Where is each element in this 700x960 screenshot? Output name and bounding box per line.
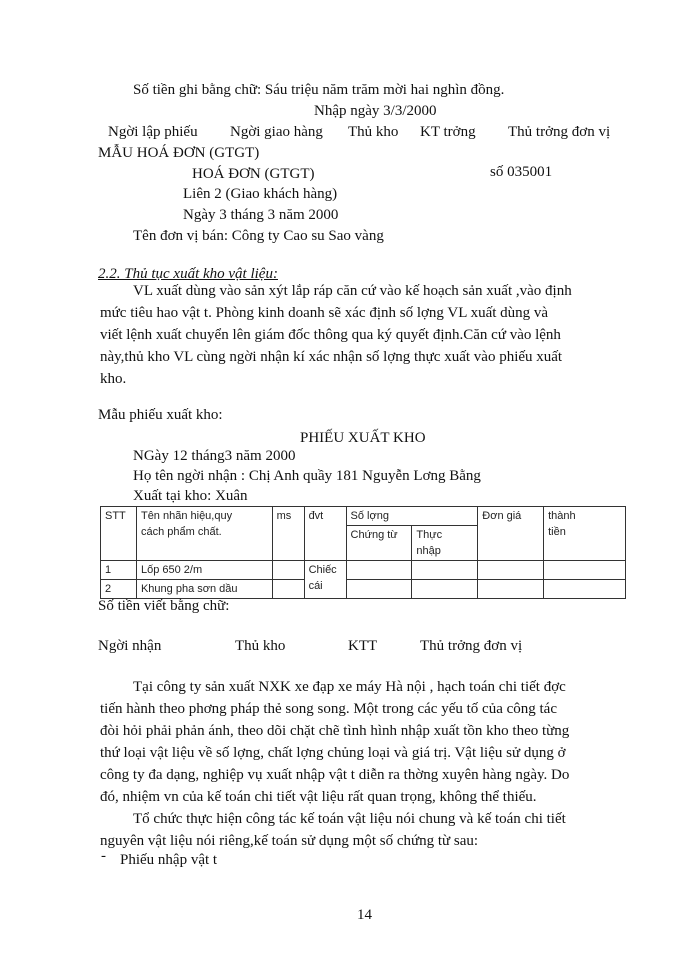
slip-title: PHIẾU XUẤT KHO: [300, 430, 426, 446]
invoice-date: Ngày 3 tháng 3 năm 2000: [183, 207, 339, 223]
row-qty-actual: [412, 561, 478, 580]
row-item-name: Khung pha sơn dầu: [136, 580, 272, 599]
invoice-number: số 035001: [490, 164, 553, 180]
paragraph-line: đòi hỏi phải phản ánh, theo dõi chặt chẽ tình hình nhập xuất tồn kho theo từng: [100, 723, 570, 739]
slip-receiver: Họ tên ngời nhận : Chị Anh quầy 181 Nguyễn Lơng Bằng: [133, 468, 481, 484]
paragraph-line: đó, nhiệm vn của kế toán chi tiết vật liệu rất quan trọng, không thể thiếu.: [100, 789, 537, 805]
header-ms: ms: [272, 507, 304, 561]
slip-signer-chief-accountant: KTT: [348, 638, 378, 654]
header-item-name-line2: cách phẩm chất.: [140, 526, 222, 538]
header-unit: đvt: [304, 507, 346, 561]
slip-signer-receiver: Ngời nhận: [98, 638, 162, 654]
row-total: [544, 561, 626, 580]
row-total: [544, 580, 626, 599]
invoice-title: HOÁ ĐƠN (GTGT): [192, 166, 315, 182]
slip-intro: Mẫu phiếu xuất kho:: [98, 407, 223, 423]
row-unit: Chiếc: [308, 564, 337, 576]
header-qty-actual-line1: Thực: [416, 529, 443, 541]
paragraph-line: viết lệnh xuất chuyển lên giám đốc thông qua ký quyết định.Căn cứ vào lệnh: [100, 327, 561, 343]
slip-signer-storekeeper: Thủ kho: [235, 638, 286, 654]
invoice-copy: Liên 2 (Giao khách hàng): [183, 186, 338, 202]
row-unit-price: [478, 580, 544, 599]
slip-warehouse: Xuất tại kho: Xuân: [133, 488, 248, 504]
bullet-dash: -: [101, 848, 106, 864]
row-stt: 1: [101, 561, 137, 580]
amount-in-words: Số tiền ghi bằng chữ: Sáu triệu năm trăm mời hai nghìn đồng.: [133, 82, 505, 98]
row-qty-document: [346, 580, 412, 599]
header-item-name: [136, 507, 272, 561]
paragraph-line: thứ loại vật liệu về số lợng, chất lợng chủng loại và giá trị. Vật liệu sử dụng ở: [100, 745, 566, 761]
paragraph-line: Tổ chức thực hiện công tác kế toán vật liệu nói chung và kế toán chi tiết: [133, 811, 566, 827]
import-date: Nhập ngày 3/3/2000: [314, 103, 437, 119]
slip-amount-in-words: Số tiền viết bằng chữ:: [98, 598, 230, 614]
paragraph-line: tiến hành theo phơng pháp thẻ song song. Một trong các yếu tố của công tác: [100, 701, 557, 717]
signer-head-of-unit: Thủ trởng đơn vị: [508, 124, 611, 140]
signer-storekeeper: Thủ kho: [348, 124, 399, 140]
row-qty-document: [346, 561, 412, 580]
header-item-name-line1: Tên nhãn hiệu,quy: [140, 510, 233, 522]
slip-date: NGày 12 tháng3 năm 2000: [133, 448, 296, 464]
invoice-seller: Tên đơn vị bán: Công ty Cao su Sao vàng: [133, 228, 384, 244]
section-heading: 2.2. Thủ tục xuất kho vật liệu:: [98, 266, 278, 282]
row-qty-actual: [412, 580, 478, 599]
header-total-line1: thành: [548, 510, 576, 522]
row-unit: cái: [308, 580, 323, 592]
export-slip-table: [100, 506, 626, 599]
invoice-form-title: MẪU HOÁ ĐƠN (GTGT): [98, 145, 260, 161]
row-ms: [272, 561, 304, 580]
paragraph-line: nguyên vật liệu nói riêng,kế toán sử dụng một số chứng từ sau:: [100, 833, 479, 849]
paragraph-line: công ty đa dạng, nghiệp vụ xuất nhập vật t diễn ra thờng xuyên hàng ngày. Do: [100, 767, 570, 783]
row-unit-price: [478, 561, 544, 580]
paragraph-line: Tại công ty sản xuất NXK xe đạp xe máy Hà nội , hạch toán chi tiết đợc: [133, 679, 566, 695]
table-row: [101, 561, 626, 580]
body-paragraph-2: [100, 808, 640, 852]
paragraph-line: mức tiêu hao vật t. Phòng kinh doanh sẽ xác định số lợng VL xuất dùng và: [100, 305, 549, 321]
slip-signer-head-of-unit: Thủ trởng đơn vị: [420, 638, 523, 654]
signer-deliverer: Ngời giao hàng: [230, 124, 323, 140]
paragraph-line: VL xuất dùng vào sản xýt lắp ráp căn cứ vào kế hoạch sản xuất ,vào định: [133, 283, 572, 299]
header-stt: STT: [101, 507, 137, 561]
header-unit-price: Đơn giá: [478, 507, 544, 561]
row-stt: 2: [101, 580, 137, 599]
signer-preparer: Ngời lập phiếu: [108, 124, 198, 140]
paragraph-line: này,thủ kho VL cùng ngời nhận kí xác nhận số lợng thực xuất vào phiếu xuất: [100, 349, 563, 365]
header-total-line2: tiền: [548, 526, 566, 538]
row-item-name: Lốp 650 2/m: [136, 561, 272, 580]
header-qty-document: Chứng từ: [346, 526, 412, 561]
header-qty-actual-line2: nhập: [416, 545, 441, 557]
paragraph-line: kho.: [100, 371, 127, 387]
row-ms: [272, 580, 304, 599]
table-header-row: [101, 507, 626, 526]
signer-chief-accountant: KT trởng: [420, 124, 476, 140]
section-paragraph: [100, 280, 640, 390]
bullet-item: Phiếu nhập vật t: [120, 852, 218, 868]
body-paragraph-1: [100, 676, 640, 808]
header-quantity: Số lợng: [346, 507, 478, 526]
row-unit-cell: [304, 561, 346, 599]
page-number: 14: [357, 907, 372, 923]
header-qty-actual: [412, 526, 478, 561]
header-total: [544, 507, 626, 561]
